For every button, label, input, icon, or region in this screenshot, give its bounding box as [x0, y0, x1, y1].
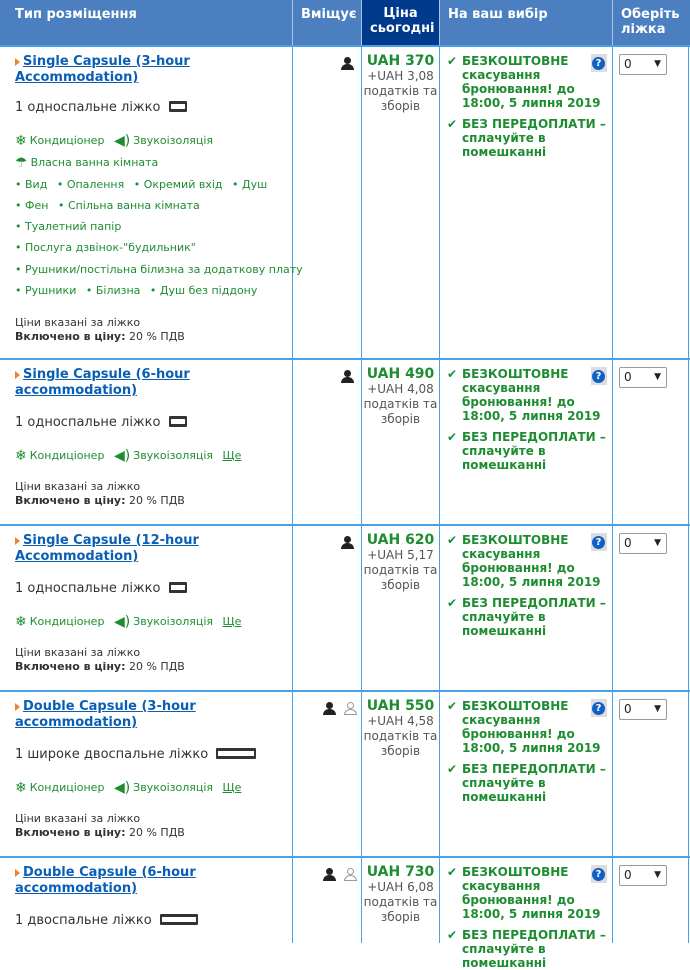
- facility-line: [15, 133, 213, 149]
- price-value: UAH 730: [366, 864, 435, 880]
- price-note: [15, 646, 185, 674]
- price-value: UAH 620: [366, 532, 435, 548]
- price-value: UAH 550: [366, 698, 435, 714]
- shower-icon: ☂: [15, 155, 28, 171]
- tax-suffix: податків та зборів: [363, 895, 438, 924]
- guest-capacity: [337, 370, 354, 387]
- header-select: [613, 0, 690, 45]
- prices-note: Ціни вказані за ліжко: [15, 480, 141, 493]
- person-icon: [323, 702, 336, 716]
- help-icon[interactable]: ?: [591, 533, 607, 551]
- speaker-icon: ◀): [113, 614, 131, 630]
- column-divider: [612, 47, 613, 358]
- facility-item: • Спільна ванна кімната: [57, 199, 200, 212]
- facility-line: [15, 284, 257, 297]
- single-bed-icon: [169, 582, 187, 593]
- column-divider: [688, 47, 689, 358]
- column-divider: [688, 526, 689, 690]
- tax-value: +UAH 5,17: [367, 548, 434, 562]
- help-icon[interactable]: ?: [591, 699, 607, 717]
- check-icon: ✔: [447, 928, 458, 942]
- speaker-icon: ◀): [113, 448, 131, 464]
- column-divider: [292, 47, 293, 358]
- bed-info: [15, 415, 187, 430]
- facility-item: • Туалетний папір: [15, 220, 122, 233]
- price-value: UAH 490: [366, 366, 435, 382]
- price-cell: [362, 699, 439, 759]
- check-icon: ✔: [447, 865, 458, 879]
- chevron-down-icon: ▼: [654, 870, 661, 880]
- facility-line: [15, 178, 267, 191]
- person-outline-icon: [344, 868, 357, 882]
- price-value: UAH 370: [366, 53, 435, 69]
- bed-label: 1 двоспальне ліжко: [15, 913, 152, 928]
- header-capacity: Вміщує: [301, 7, 357, 22]
- facility-item: • Рушники/постільна білизна за додаткову плату: [15, 263, 303, 276]
- price-note: [15, 812, 185, 840]
- person-outline-icon: [344, 702, 357, 716]
- bed-count-select[interactable]: 0 ▼: [619, 865, 667, 886]
- bed-count-select[interactable]: 0 ▼: [619, 699, 667, 720]
- chevron-down-icon: ▼: [654, 372, 661, 382]
- column-divider: [612, 692, 613, 856]
- facility-item: • Білизна: [85, 284, 141, 297]
- column-divider: [439, 692, 440, 856]
- tax-value: +UAH 4,58: [367, 714, 434, 728]
- facility-line: [15, 155, 158, 171]
- bed-info: [15, 913, 198, 928]
- facility-soundproof: Звукоізоляція: [133, 615, 214, 628]
- facility-soundproof: Звукоізоляція: [133, 781, 214, 794]
- facility-item: • Опалення: [56, 178, 125, 191]
- column-divider: [292, 858, 293, 943]
- header-price: [362, 0, 439, 45]
- guest-capacity: [319, 868, 357, 885]
- check-icon: ✔: [447, 762, 458, 776]
- included-note: Включено в ціну: 20 % ПДВ: [15, 660, 185, 673]
- check-icon: ✔: [447, 367, 458, 381]
- facility-item: • Душ: [232, 178, 268, 191]
- single-bed-icon: [169, 101, 187, 112]
- column-divider: [612, 858, 613, 943]
- single-bed-icon: [169, 416, 187, 427]
- bed-info: [15, 100, 187, 115]
- header-type: Тип розміщення: [15, 7, 137, 22]
- snowflake-icon: ❄: [15, 614, 27, 630]
- column-divider: [439, 526, 440, 690]
- facility-line: [15, 263, 303, 276]
- chevron-down-icon: ▼: [654, 538, 661, 548]
- person-icon: [341, 370, 354, 384]
- facility-ac: Кондиціонер: [29, 615, 105, 628]
- facility-soundproof: Звукоізоляція: [133, 449, 214, 462]
- more-facilities-link[interactable]: Ще: [222, 449, 242, 462]
- speaker-icon: ◀): [113, 133, 131, 149]
- more-facilities-link[interactable]: Ще: [222, 781, 242, 794]
- no-prepayment: ✔ БЕЗ ПЕРЕДОПЛАТИ – сплачуйте в помешканні: [447, 928, 606, 970]
- room-row-single-6h: [0, 358, 690, 524]
- column-divider: [688, 858, 689, 943]
- free-cancel: ✔ БЕЗКОШТОВНЕ скасування бронювання! до 18:00, 5 липня 2019: [447, 699, 601, 755]
- bed-label: 1 широке двоспальне ліжко: [15, 747, 209, 762]
- help-icon[interactable]: ?: [591, 865, 607, 883]
- facility-soundproof: Звукоізоляція: [133, 134, 214, 147]
- room-row-double-3h: [0, 690, 690, 856]
- facility-bath: Власна ванна кімната: [30, 156, 159, 169]
- chevron-down-icon: ▼: [654, 59, 661, 69]
- person-icon: [341, 536, 354, 550]
- facility-item: • Послуга дзвінок-"будильник": [15, 241, 196, 254]
- column-divider: [439, 858, 440, 943]
- tax-value: +UAH 3,08: [367, 69, 434, 83]
- help-icon[interactable]: ?: [591, 54, 607, 72]
- price-cell: [362, 533, 439, 593]
- price-cell: [362, 865, 439, 925]
- facility-item: • Фен: [15, 199, 49, 212]
- bed-count-select[interactable]: 0 ▼: [619, 54, 667, 75]
- header-select-line-1: Оберіть: [621, 7, 680, 22]
- bed-label: 1 односпальне ліжко: [15, 100, 161, 115]
- no-prepayment: ✔ БЕЗ ПЕРЕДОПЛАТИ – сплачуйте в помешканні: [447, 117, 606, 159]
- included-note: Включено в ціну: 20 % ПДВ: [15, 826, 185, 839]
- check-icon: ✔: [447, 596, 458, 610]
- price-note: [15, 480, 185, 508]
- guest-capacity: [337, 536, 354, 553]
- free-cancel: ✔ БЕЗКОШТОВНЕ скасування бронювання! до 18:00, 5 липня 2019: [447, 865, 601, 921]
- facility-item: • Вид: [15, 178, 48, 191]
- expand-triangle-icon: [15, 869, 20, 877]
- facility-line: [15, 199, 200, 212]
- tax-suffix: податків та зборів: [363, 563, 438, 592]
- price-cell: [362, 367, 439, 427]
- check-icon: ✔: [447, 54, 458, 68]
- column-divider: [612, 526, 613, 690]
- more-facilities-link[interactable]: Ще: [222, 615, 242, 628]
- bed-count-select[interactable]: 0 ▼: [619, 367, 667, 388]
- free-cancel: ✔ БЕЗКОШТОВНЕ скасування бронювання! до 18:00, 5 липня 2019: [447, 54, 601, 110]
- room-title-link[interactable]: Double Capsule (3-hour accommodation): [15, 699, 196, 730]
- prices-note: Ціни вказані за ліжко: [15, 316, 141, 329]
- facility-line: [15, 780, 241, 796]
- room-title: [15, 699, 270, 731]
- room-title: [15, 54, 270, 86]
- tax-suffix: податків та зборів: [363, 84, 438, 113]
- header-select-line-2: ліжка: [621, 22, 666, 37]
- snowflake-icon: ❄: [15, 448, 27, 464]
- no-prepayment: ✔ БЕЗ ПЕРЕДОПЛАТИ – сплачуйте в помешканні: [447, 596, 606, 638]
- table-header: [0, 0, 690, 45]
- tax-suffix: податків та зборів: [363, 729, 438, 758]
- included-note: Включено в ціну: 20 % ПДВ: [15, 494, 185, 507]
- room-row-single-3h: [0, 45, 690, 358]
- tax-value: +UAH 6,08: [367, 880, 434, 894]
- bed-count-select[interactable]: 0 ▼: [619, 533, 667, 554]
- bed-info: [15, 747, 256, 762]
- room-title-link[interactable]: Single Capsule (3-hour Accommodation): [15, 54, 190, 85]
- facility-item: • Душ без піддону: [149, 284, 258, 297]
- facility-line: [15, 448, 241, 464]
- facility-ac: Кондиціонер: [29, 781, 105, 794]
- column-divider: [292, 526, 293, 690]
- double-bed-icon: [160, 914, 198, 925]
- help-icon[interactable]: ?: [591, 367, 607, 385]
- bed-info: [15, 581, 187, 596]
- expand-triangle-icon: [15, 537, 20, 545]
- check-icon: ✔: [447, 533, 458, 547]
- free-cancel: ✔ БЕЗКОШТОВНЕ скасування бронювання! до 18:00, 5 липня 2019: [447, 533, 601, 589]
- column-divider: [439, 360, 440, 524]
- room-row-single-12h: [0, 524, 690, 690]
- included-note: Включено в ціну: 20 % ПДВ: [15, 330, 185, 343]
- guest-capacity: [337, 57, 354, 74]
- expand-triangle-icon: [15, 58, 20, 66]
- person-icon: [323, 868, 336, 882]
- header-choice: На ваш вибір: [448, 7, 548, 22]
- prices-note: Ціни вказані за ліжко: [15, 812, 141, 825]
- room-title-link[interactable]: Single Capsule (12-hour Accommodation): [15, 533, 199, 564]
- check-icon: ✔: [447, 117, 458, 131]
- column-divider: [292, 692, 293, 856]
- speaker-icon: ◀): [113, 780, 131, 796]
- expand-triangle-icon: [15, 371, 20, 379]
- facility-item: • Окремий вхід: [133, 178, 223, 191]
- room-title-link[interactable]: Double Capsule (6-hour accommodation): [15, 865, 196, 896]
- wide-double-bed-icon: [216, 748, 256, 759]
- facility-ac: Кондиціонер: [29, 449, 105, 462]
- facility-line: [15, 220, 121, 233]
- room-row-double-6h: [0, 856, 690, 970]
- column-divider: [439, 47, 440, 358]
- no-prepayment: ✔ БЕЗ ПЕРЕДОПЛАТИ – сплачуйте в помешканні: [447, 430, 606, 472]
- facility-line: [15, 241, 196, 254]
- guest-capacity: [319, 702, 357, 719]
- room-title: [15, 865, 270, 897]
- check-icon: ✔: [447, 699, 458, 713]
- check-icon: ✔: [447, 430, 458, 444]
- tax-suffix: податків та зборів: [363, 397, 438, 426]
- facility-ac: Кондиціонер: [29, 134, 105, 147]
- snowflake-icon: ❄: [15, 133, 27, 149]
- price-note: [15, 316, 185, 344]
- snowflake-icon: ❄: [15, 780, 27, 796]
- column-divider: [688, 360, 689, 524]
- expand-triangle-icon: [15, 703, 20, 711]
- header-price-line-1: Ціна: [383, 6, 418, 21]
- bed-label: 1 односпальне ліжко: [15, 581, 161, 596]
- room-title: [15, 533, 270, 565]
- facility-line: [15, 614, 241, 630]
- facility-item: • Рушники: [15, 284, 77, 297]
- person-icon: [341, 57, 354, 71]
- header-price-line-2: сьогодні: [370, 21, 435, 36]
- bed-label: 1 односпальне ліжко: [15, 415, 161, 430]
- column-divider: [612, 360, 613, 524]
- price-cell: [362, 54, 439, 114]
- no-prepayment: ✔ БЕЗ ПЕРЕДОПЛАТИ – сплачуйте в помешканні: [447, 762, 606, 804]
- column-divider: [688, 692, 689, 856]
- column-divider: [292, 360, 293, 524]
- tax-value: +UAH 4,08: [367, 382, 434, 396]
- free-cancel: ✔ БЕЗКОШТОВНЕ скасування бронювання! до 18:00, 5 липня 2019: [447, 367, 601, 423]
- chevron-down-icon: ▼: [654, 704, 661, 714]
- room-title-link[interactable]: Single Capsule (6-hour accommodation): [15, 367, 190, 398]
- room-title: [15, 367, 270, 399]
- prices-note: Ціни вказані за ліжко: [15, 646, 141, 659]
